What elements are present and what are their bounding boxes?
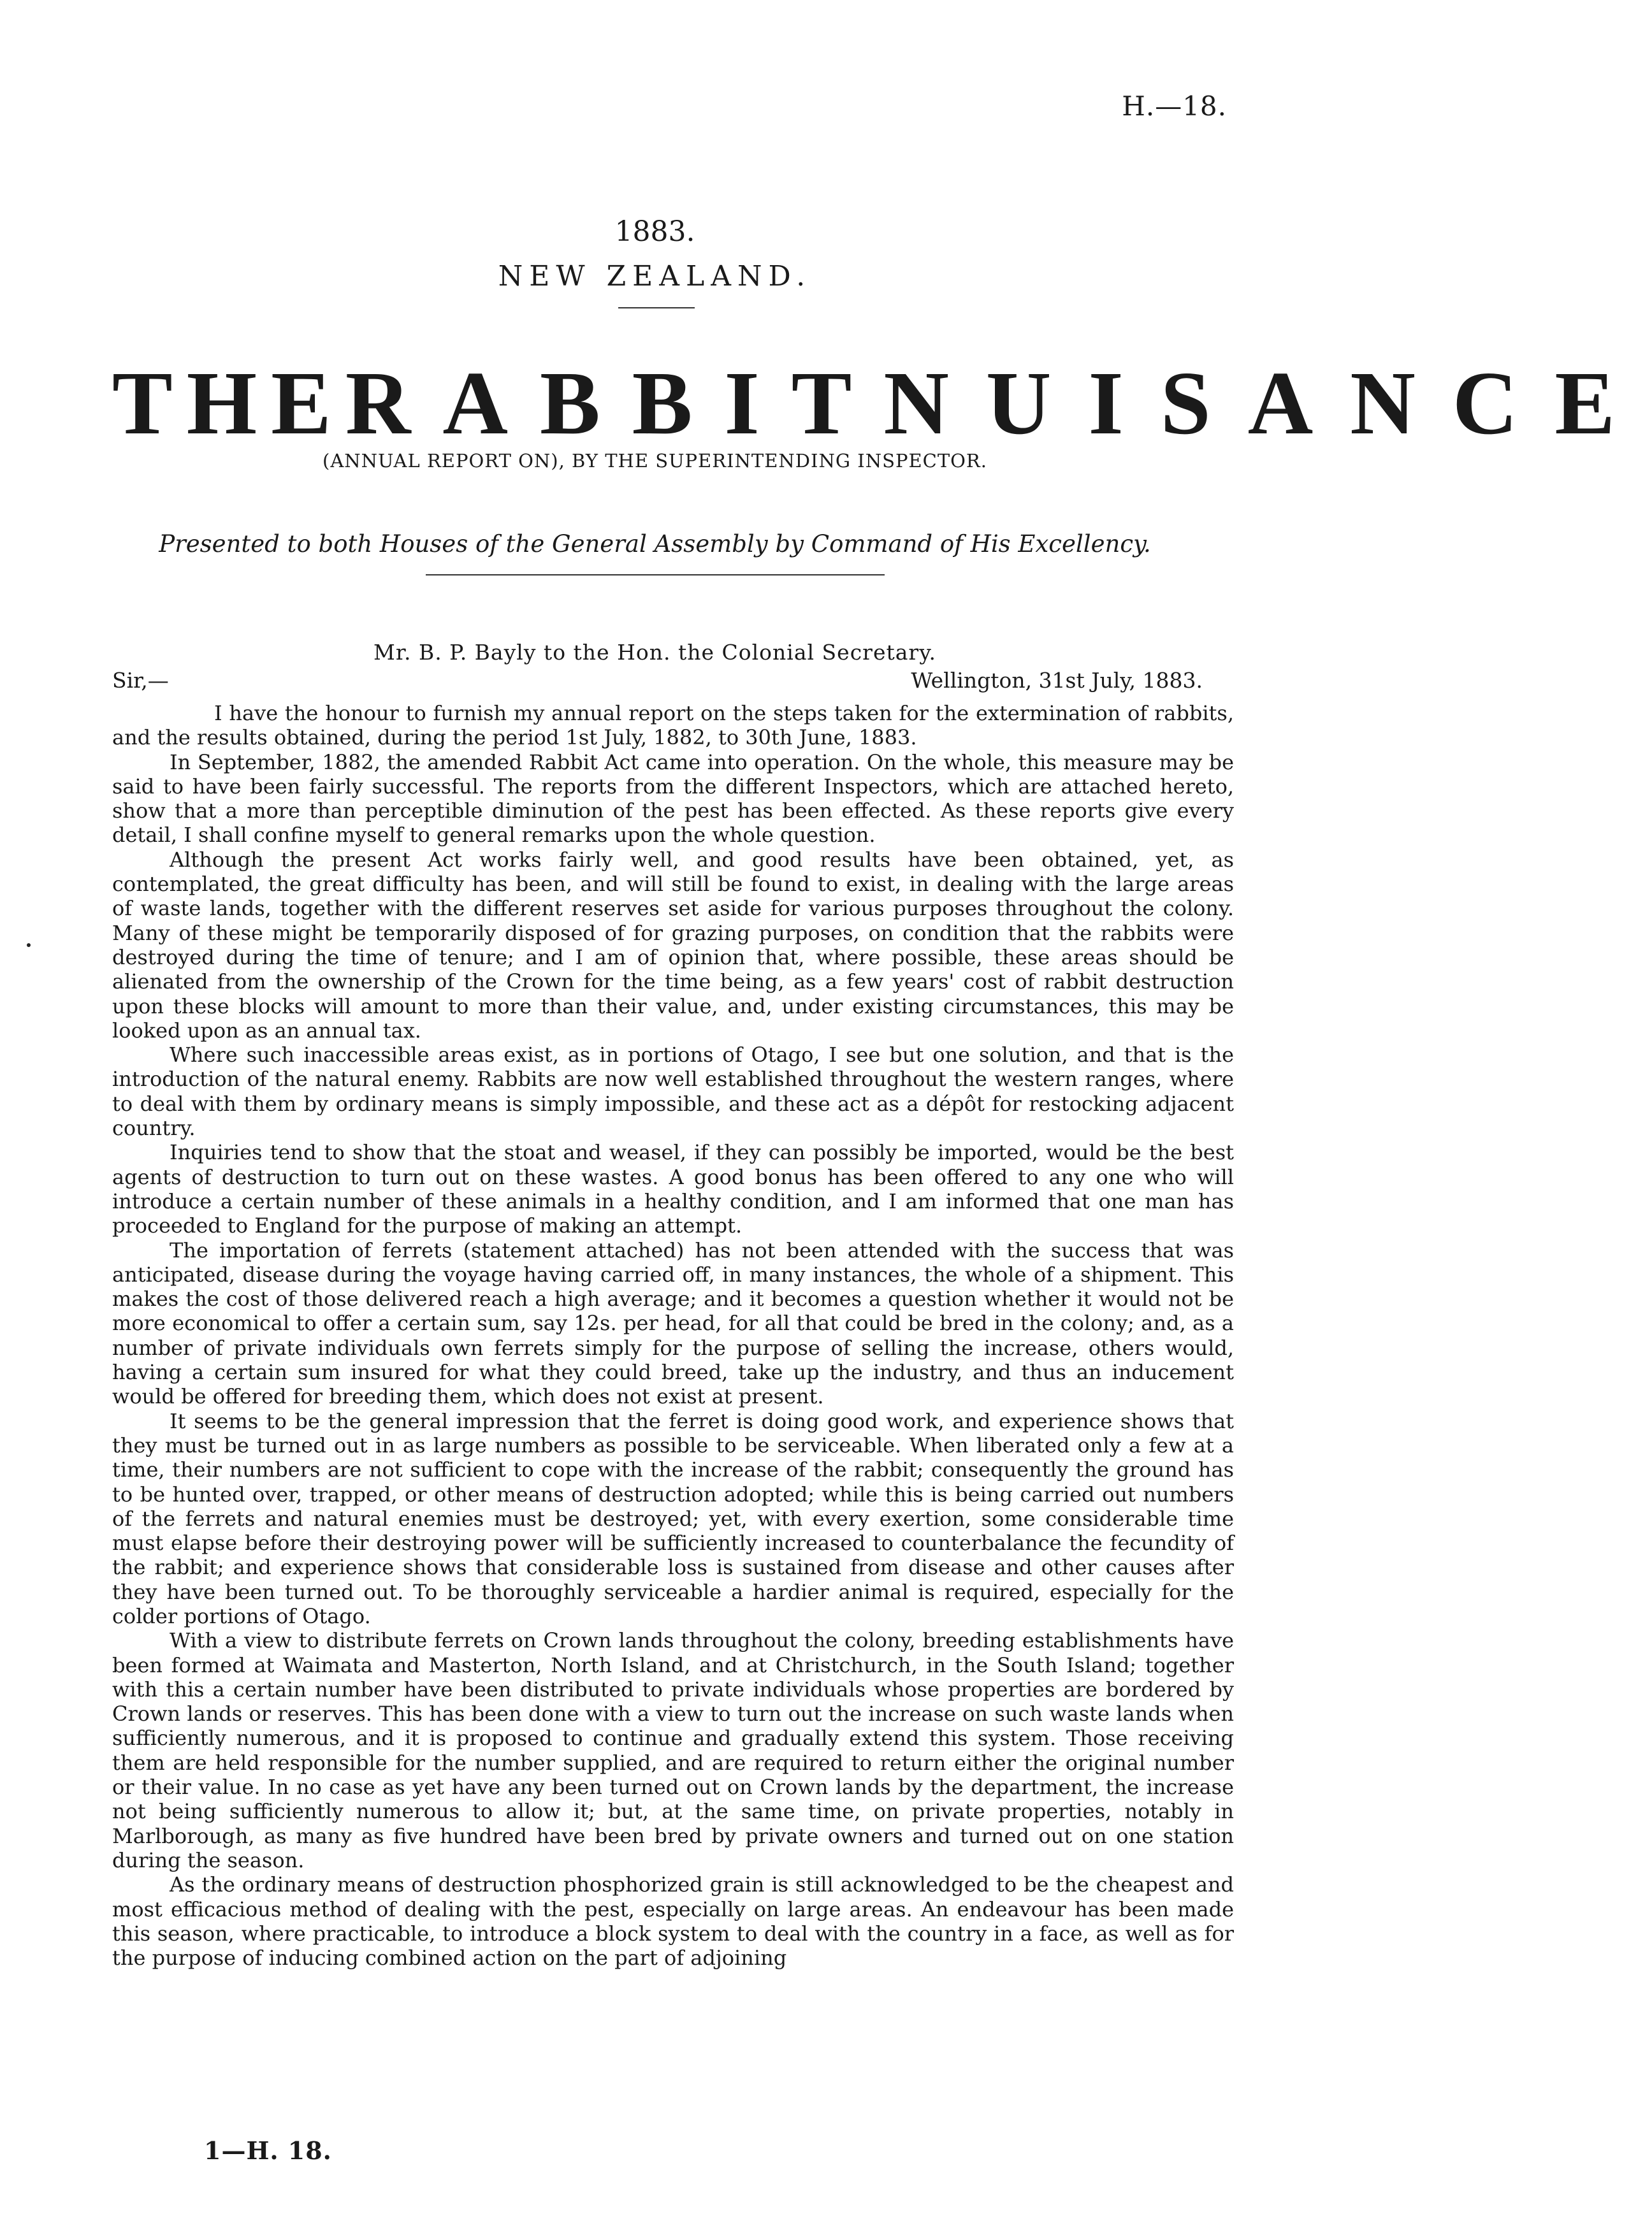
country-heading: NEW ZEALAND. [498, 260, 812, 293]
page-signature: 1—H. 18. [204, 2136, 332, 2165]
title-word: NUISANCE [883, 352, 1652, 453]
subtitle: (ANNUAL REPORT ON), BY THE SUPERINTENDING INSPECTOR. [322, 450, 987, 472]
title-word: THE [112, 352, 345, 453]
dateline: Wellington, 31st July, 1883. [911, 668, 1203, 693]
letter-heading: Mr. B. P. Bayly to the Hon. the Colonial Secretary. [373, 640, 936, 665]
document-reference: H.—18. [1122, 90, 1227, 122]
paragraph: It seems to be the general impression that the ferret is doing good work, and experience shows that they must be turned out in as large numbers as possible to be serviceable. When liberated only a few at a time, their numbers are not sufficient to cope with the increase of the rabbit; consequently the ground has to be hunted over, trapped, or other means of destruction adopted; while this is being carried out numbers of the ferrets and natural enemies must be destroyed; yet, with every exertion, some considerable time must elapse before their destroying power will be sufficiently increased to counterbalance the fecundity of the rabbit; and experience shows that considerable loss is sustained from disease and other causes after they have been turned out. To be thoroughly serviceable a hardier animal is required, especially for the colder portions of Otago. [112, 1408, 1234, 1628]
title-word: RABBIT [345, 352, 884, 453]
paragraph: The importation of ferrets (statement attached) has not been attended with the success that was anticipated, disease during the voyage having carried off, in many instances, the whole of a shipment. This makes the cost of those delivered reach a high average; and it becomes a question whether it would not be more economical to offer a certain sum, say 12s. per head, for all that could be bred in the colony; and, as a number of private individuals own ferrets simply for the purpose of selling the increase, others would, having a certain sum insured for what they could breed, take up the industry, and thus an inducement would be offered for breeding them, which does not exist at present. [112, 1238, 1234, 1409]
margin-mark [27, 943, 31, 947]
presented-line: Presented to both Houses of the General Assembly by Command of His Excellency. [159, 530, 1151, 558]
paragraph: Where such inaccessible areas exist, as in portions of Otago, I see but one solution, and that is the introduction of the natural enemy. Rabbits are now well established throughout the western ranges, where to deal with them by ordinary means is simply impossible, and these act as a dépôt for restocking adjacent country. [112, 1043, 1234, 1141]
letter-body [112, 701, 1234, 1970]
paragraph: In September, 1882, the amended Rabbit Act came into operation. On the whole, this measure may be said to have been fairly successful. The reports from the different Inspectors, which are attached hereto, show that a more than perceptible diminution of the pest has been effected. As these reports give every detail, I shall confine myself to general remarks upon the whole question. [112, 749, 1234, 848]
short-divider [618, 307, 695, 308]
paragraph: As the ordinary means of destruction phosphorized grain is still acknowledged to be the cheapest and most efficacious method of dealing with the pest, especially on large areas. An endeavour has been made this season, where practicable, to introduce a block system to deal with the country in a face, as well as for the purpose of inducing combined action on the part of adjoining [112, 1872, 1234, 1971]
paragraph: Inquiries tend to show that the stoat and weasel, if they can possibly be imported, would be the best agents of destruction to turn out on these wastes. A good bonus has been offered to any one who will introduce a certain number of these animals in a healthy condition, and I am informed that one man has proceeded to England for the purpose of making an attempt. [112, 1140, 1234, 1238]
long-divider [426, 574, 885, 575]
report-year: 1883. [614, 215, 695, 248]
paragraph: Although the present Act works fairly well, and good results have been obtained, yet, as contemplated, the great difficulty has been, and will still be found to exist, in dealing with the large areas of waste lands, together with the different reserves set aside for various purposes throughout the colony. Many of these might be temporarily disposed of for grazing purposes, on condition that the rabbits were destroyed during the time of tenure; and I am of opinion that, where possible, these areas should be alienated from the ownership of the Crown for the time being, as a few years' cost of rabbit destruction upon these blocks will amount to more than their value, and, under existing circumstances, this may be looked upon as an annual tax. [112, 847, 1234, 1043]
paragraph: I have the honour to furnish my annual report on the steps taken for the extermination of rabbits, and the results obtained, during the period 1st July, 1882, to 30th June, 1883. [112, 701, 1234, 750]
main-title [112, 352, 1652, 454]
paragraph: With a view to distribute ferrets on Crown lands throughout the colony, breeding establishments have been formed at Waimata and Masterton, North Island, and at Christchurch, in the South Island; together with this a certain number have been distributed to private individuals whose properties are bordered by Crown lands or reserves. This has been done with a view to turn out the increase on such waste lands when sufficiently numerous, and it is proposed to continue and gradually extend this system. Those receiving them are held responsible for the number supplied, and are required to return either the original number or their value. In no case as yet have any been turned out on Crown lands by the department, the increase not being sufficiently numerous to allow it; but, at the same time, on private properties, notably in Marlborough, as many as five hundred have been bred by private owners and turned out on one station during the season. [112, 1628, 1234, 1872]
salutation: Sir,— [112, 668, 169, 693]
